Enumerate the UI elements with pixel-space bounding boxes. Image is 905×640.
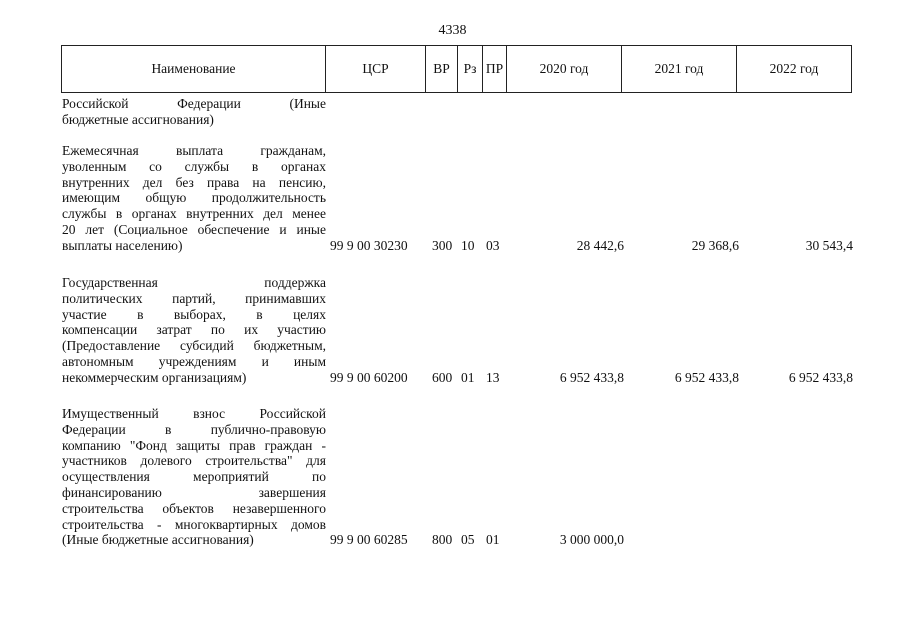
row-2022: 30 543,4 <box>805 237 853 253</box>
row-name <box>62 143 326 254</box>
row-name <box>62 406 326 548</box>
header-2022: 2022 год <box>769 61 819 76</box>
row-name-line: строительства объектов незавершенного <box>62 500 326 516</box>
header-rz: Рз <box>458 46 483 92</box>
row-name-line: осуществления мероприятий по <box>62 469 326 485</box>
row-name-line: (Предоставление субсидий бюджетным, <box>62 338 326 354</box>
row-name-line: компенсации затрат по их участию <box>62 322 326 338</box>
row-csr: 99 9 00 60285 <box>330 532 408 548</box>
row-rz: 10 <box>461 237 475 253</box>
row-vr: 300 <box>432 237 453 253</box>
page-number: 4338 <box>438 23 467 38</box>
row-name-line: выплаты населению) <box>62 237 183 253</box>
row-name <box>62 275 326 386</box>
row-pr: 13 <box>486 369 500 385</box>
row-name-line: уволенным со службы в органах <box>62 158 326 174</box>
row-pr: 01 <box>486 532 500 548</box>
row-2021: 29 368,6 <box>691 237 739 253</box>
row-name-line: автономным учреждениям и иным <box>62 353 326 369</box>
header-2021: 2021 год <box>622 46 737 92</box>
row-2020: 28 442,6 <box>576 237 624 253</box>
row-name-line: строительства - многоквартирных домов <box>62 516 326 532</box>
row-name <box>62 96 326 128</box>
row-name-line: имеющим общую продолжительность <box>62 190 326 206</box>
row-name-line: Ежемесячная выплата гражданам, <box>62 143 326 158</box>
row-name-line: (Иные бюджетные ассигнования) <box>62 532 254 548</box>
row-2020: 6 952 433,8 <box>559 369 624 385</box>
row-name-line: участие в выборах, в целях <box>62 306 326 322</box>
row-name-line: компанию "Фонд защиты прав граждан - <box>62 437 326 453</box>
row-pr: 03 <box>486 237 500 253</box>
row-name-line: бюджетные ассигнования) <box>62 111 214 127</box>
row-rz: 01 <box>461 369 475 385</box>
row-name-line: финансированию завершения <box>62 484 326 500</box>
row-csr: 99 9 00 30230 <box>330 237 408 253</box>
row-2021: 6 952 433,8 <box>674 369 739 385</box>
row-rz: 05 <box>461 532 475 548</box>
row-name-line: Федерации в публично-правовую <box>62 421 326 437</box>
header-pr: ПР <box>483 46 507 92</box>
row-name-line: Российской Федерации (Иные <box>62 96 326 111</box>
row-name-line: политических партий, принимавших <box>62 290 326 306</box>
header-2020: 2020 год <box>507 46 622 92</box>
row-name-line: внутренних дел без права на пенсию, <box>62 174 326 190</box>
header-vr: ВР <box>426 46 458 92</box>
row-name-line: 20 лет (Социальное обеспечение и иные <box>62 221 326 237</box>
header-name: Наименование <box>62 46 326 92</box>
header-csr: ЦСР <box>326 46 426 92</box>
row-csr: 99 9 00 60200 <box>330 369 408 385</box>
row-name-line: участников долевого строительства" для <box>62 453 326 469</box>
row-2022: 6 952 433,8 <box>788 369 853 385</box>
row-vr: 600 <box>432 369 453 385</box>
row-name-line: некоммерческим организациям) <box>62 369 247 385</box>
row-name-line: Имущественный взнос Российской <box>62 406 326 421</box>
row-name-line: Государственная поддержка <box>62 275 326 290</box>
row-vr: 800 <box>432 532 453 548</box>
table-header <box>61 45 852 93</box>
row-2020: 3 000 000,0 <box>559 532 624 548</box>
row-name-line: службы в органах внутренних дел менее <box>62 206 326 222</box>
